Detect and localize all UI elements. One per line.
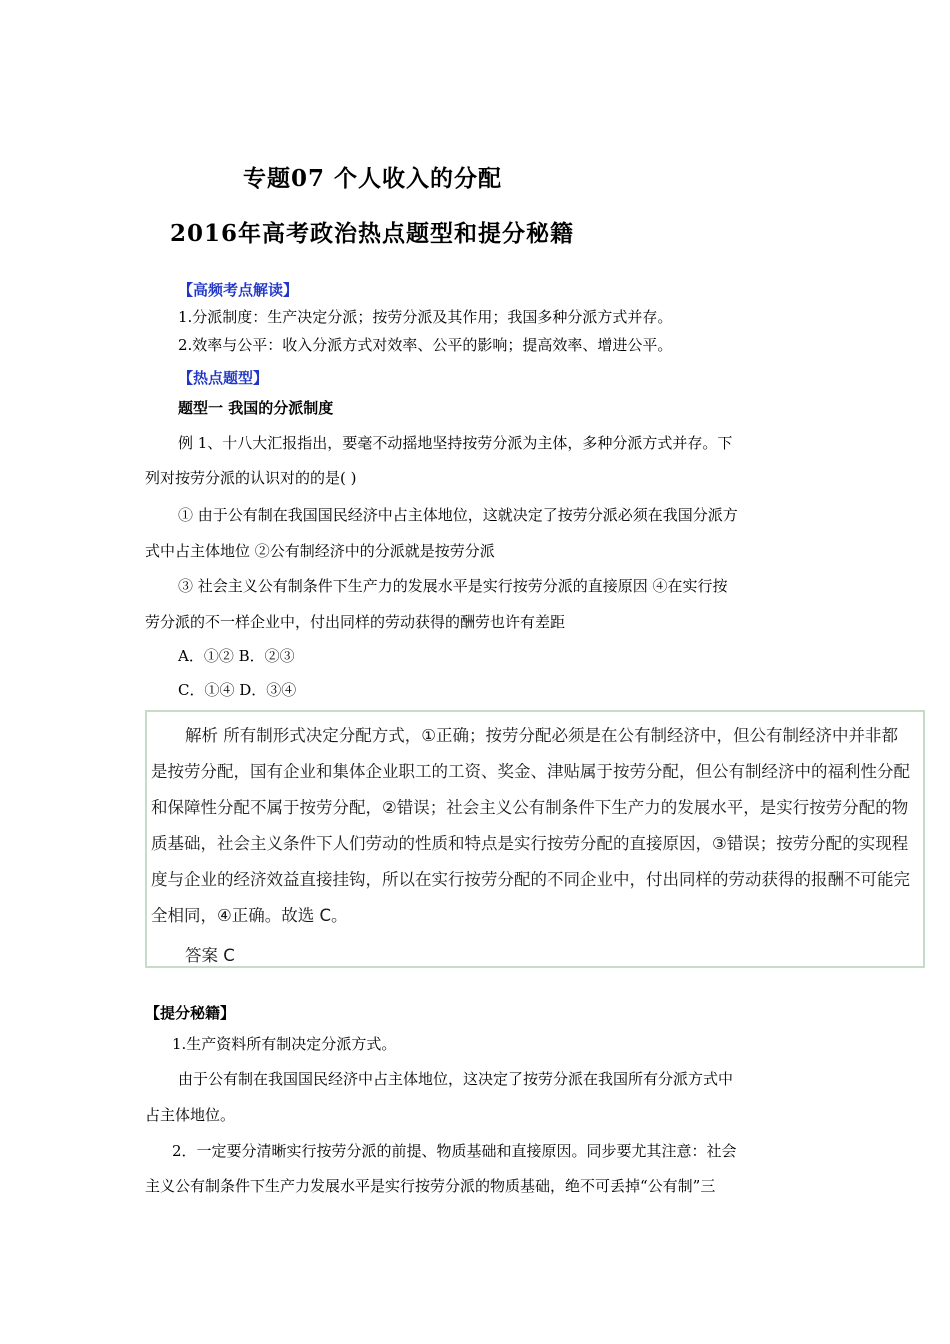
question-line: ③ 社会主义公有制条件下生产力的发展水平是实行按劳分派的直接原因 ④在实行按 xyxy=(178,577,728,595)
section-heading-hot: 【热点题型】 xyxy=(178,369,269,387)
document-subtitle: 2016年高考政治热点题型和提分秘籍 xyxy=(170,220,575,247)
answer-options: C．①④ D．③④ xyxy=(178,681,297,699)
tips-line: 由于公有制在我国国民经济中占主体地位，这决定了按劳分派在我国所有分派方式中 xyxy=(178,1070,734,1088)
tips-line: 主义公有制条件下生产力发展水平是实行按劳分派的物质基础，绝不可丢掉“公有制”三 xyxy=(145,1177,716,1195)
analysis-line: 解析 所有制形式决定分配方式，①正确；按劳分配必须是在公有制经济中，但公有制经济中并非都 xyxy=(185,726,899,745)
document-title: 专题07 个人收入的分配 xyxy=(243,165,503,192)
question-line: 列对按劳分派的认识对的的是( ) xyxy=(145,469,357,487)
tips-line: 1.生产资料所有制决定分派方式。 xyxy=(172,1035,397,1053)
analysis-line: 质基础，社会主义条件下人们劳动的性质和特点是实行按劳分配的直接原因，③错误；按劳分配的实现程 xyxy=(151,834,909,853)
analysis-line: 和保障性分配不属于按劳分配，②错误；社会主义公有制条件下生产力的发展水平，是实行按劳分配的物 xyxy=(151,798,909,817)
section-heading-frequent: 【高频考点解读】 xyxy=(178,281,299,299)
question-line: 式中占主体地位 ②公有制经济中的分派就是按劳分派 xyxy=(145,542,495,560)
frequent-item: 1.分派制度：生产决定分派；按劳分派及其作用；我国多种分派方式并存。 xyxy=(178,308,673,326)
answer-options: A．①② B．②③ xyxy=(178,647,295,665)
analysis-answer: 答案 C xyxy=(185,946,235,965)
question-line: ① 由于公有制在我国国民经济中占主体地位，这就决定了按劳分派必须在我国分派方 xyxy=(178,506,738,524)
analysis-box xyxy=(145,710,925,968)
question-type-title: 题型一 我国的分派制度 xyxy=(178,399,334,417)
analysis-line: 是按劳分配，国有企业和集体企业职工的工资、奖金、津贴属于按劳分配，但公有制经济中的福利性分配 xyxy=(151,762,910,781)
tips-line: 2．一定要分清晰实行按劳分派的前提、物质基础和直接原因。同步要尤其注意：社会 xyxy=(172,1142,737,1160)
question-line: 例 1、十八大汇报指出，要毫不动摇地坚持按劳分派为主体，多种分派方式并存。下 xyxy=(178,434,733,452)
frequent-item: 2.效率与公平：收入分派方式对效率、公平的影响；提高效率、增进公平。 xyxy=(178,336,673,354)
analysis-line: 度与企业的经济效益直接挂钩，所以在实行按劳分配的不同企业中，付出同样的劳动获得的报酬不可能完 xyxy=(151,870,910,889)
question-line: 劳分派的不一样企业中，付出同样的劳动获得的酬劳也许有差距 xyxy=(145,613,566,631)
section-heading-tips: 【提分秘籍】 xyxy=(145,1004,236,1022)
tips-line: 占主体地位。 xyxy=(145,1106,236,1124)
analysis-line: 全相同，④正确。故选 C。 xyxy=(151,906,348,925)
